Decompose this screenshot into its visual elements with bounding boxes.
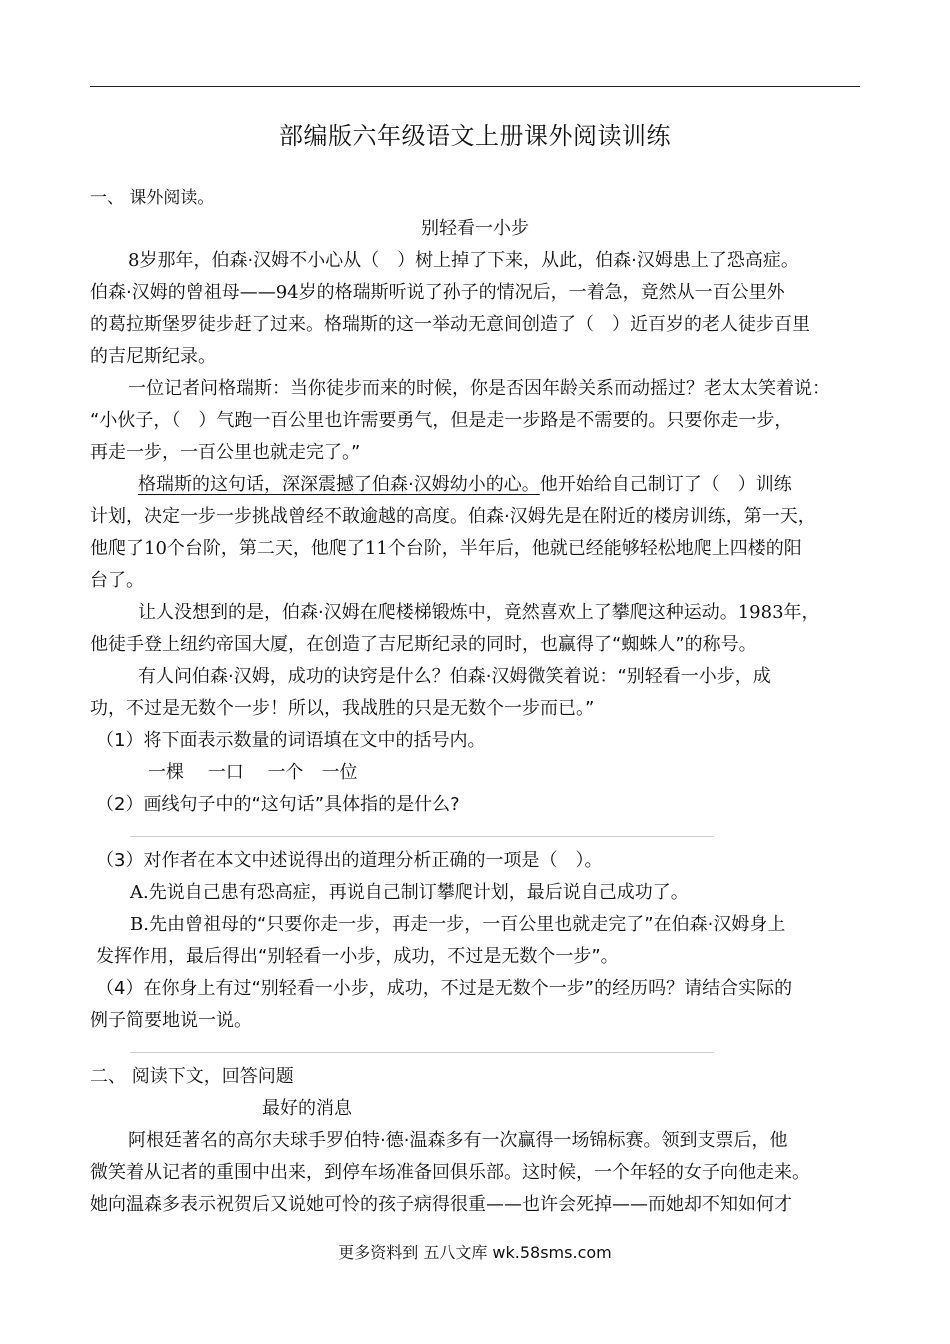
question2-answer-line[interactable]: [130, 836, 714, 837]
page-title: 部编版六年级语文上册课外阅读训练: [279, 122, 671, 150]
section1-heading: 一、 课外阅读。: [90, 188, 215, 208]
question3-option-a: A.先说自己患有恐高症，再说自己制订攀爬计划，最后说自己成功了。: [130, 882, 689, 903]
p2-line3: 再走一步，一百公里也就走完了。”: [90, 442, 361, 463]
question1-words: 一棵 一口 一个 一位: [148, 762, 358, 783]
p1-line1: 8岁那年，伯森·汉姆不小心从（ ）树上掉了下来，从此，伯森·汉姆患上了恐高症。: [128, 250, 799, 271]
p3-line3: 他爬了10个台阶，第二天，他爬了11个台阶，半年后，他就已经能够轻松地爬上四楼的阳: [90, 538, 802, 559]
s2-line3: 她向温森多表示祝贺后又说她可怜的孩子病得很重——也许会死掉——而她却不知如何才: [90, 1194, 792, 1215]
question4-line1: （4）在你身上有过“别轻看一小步，成功，不过是无数个一步”的经历吗？请结合实际的: [96, 978, 793, 999]
p3-line4: 台了。: [90, 570, 144, 591]
question4-line2: 例子简要地说一说。: [90, 1010, 252, 1031]
p3-line1: 格瑞斯的这句话，深深震撼了伯森·汉姆幼小的心。他开始给自己制订了（ ）训练: [138, 474, 792, 495]
passage1-title: 别轻看一小步: [421, 218, 529, 239]
question3-option-b-cont: 发挥作用，最后得出“别轻看一小步，成功，不过是无数个一步”。: [96, 946, 619, 967]
question2: （2）画线句子中的“这句话”具体指的是什么?: [96, 794, 460, 815]
p4-line1: 让人没想到的是，伯森·汉姆在爬楼梯锻炼中，竟然喜欢上了攀爬这种运动。1983年，: [138, 602, 820, 623]
section2-heading: 二、 阅读下文，回答问题: [90, 1066, 294, 1087]
question4-answer-line[interactable]: [130, 1052, 714, 1053]
p3-line2: 计划，决定一步一步挑战曾经不敢逾越的高度。伯森·汉姆先是在附近的楼房训练，第一天，: [90, 506, 816, 527]
question3-option-b: B.先由曾祖母的“只要你走一步，再走一步，一百公里也就走完了”在伯森·汉姆身上: [130, 914, 786, 935]
p4-line2: 他徒手登上纽约帝国大厦，在创造了吉尼斯纪录的同时，也赢得了“蜘蛛人”的称号。: [90, 634, 757, 655]
s2-line1: 阿根廷著名的高尔夫球手罗伯特·德·温森多有一次赢得一场锦标赛。领到支票后，他: [128, 1130, 788, 1151]
question3: （3）对作者在本文中述说得出的道理分析正确的一项是（ ）。: [96, 850, 603, 871]
header-rule: [90, 86, 860, 87]
p1-line3: 的葛拉斯堡罗徒步赶了过来。格瑞斯的这一举动无意间创造了（ ）近百岁的老人徒步百里: [90, 314, 810, 335]
p5-line1: 有人问伯森·汉姆，成功的诀窍是什么？伯森·汉姆微笑着说：“别轻看一小步，成: [138, 666, 771, 687]
p1-line4: 的吉尼斯纪录。: [90, 346, 216, 367]
p1-line2: 伯森·汉姆的曾祖母——94岁的格瑞斯听说了孙子的情况后，一着急，竟然从一百公里外: [90, 282, 785, 303]
passage2-title: 最好的消息: [262, 1098, 352, 1119]
footer-text: 更多资料到 五八文库 wk.58sms.com: [338, 1243, 612, 1262]
s2-line2: 微笑着从记者的重围中出来，到停车场准备回俱乐部。这时候，一个年轻的女子向他走来。: [90, 1162, 810, 1183]
p5-line2: 功，不过是无数个一步！所以，我战胜的只是无数个一步而已。”: [90, 698, 595, 719]
underlined-sentence: 格瑞斯的这句话，深深震撼了伯森·汉姆幼小的心。: [138, 474, 540, 495]
p2-line1: 一位记者问格瑞斯：当你徒步而来的时候，你是否因年龄关系而动摇过？老太太笑着说：: [128, 378, 830, 399]
p2-line2: “小伙子，（ ）气跑一百公里也许需要勇气，但是走一步路是不需要的。只要你走一步，: [90, 410, 793, 431]
question1: （1）将下面表示数量的词语填在文中的括号内。: [96, 730, 486, 751]
